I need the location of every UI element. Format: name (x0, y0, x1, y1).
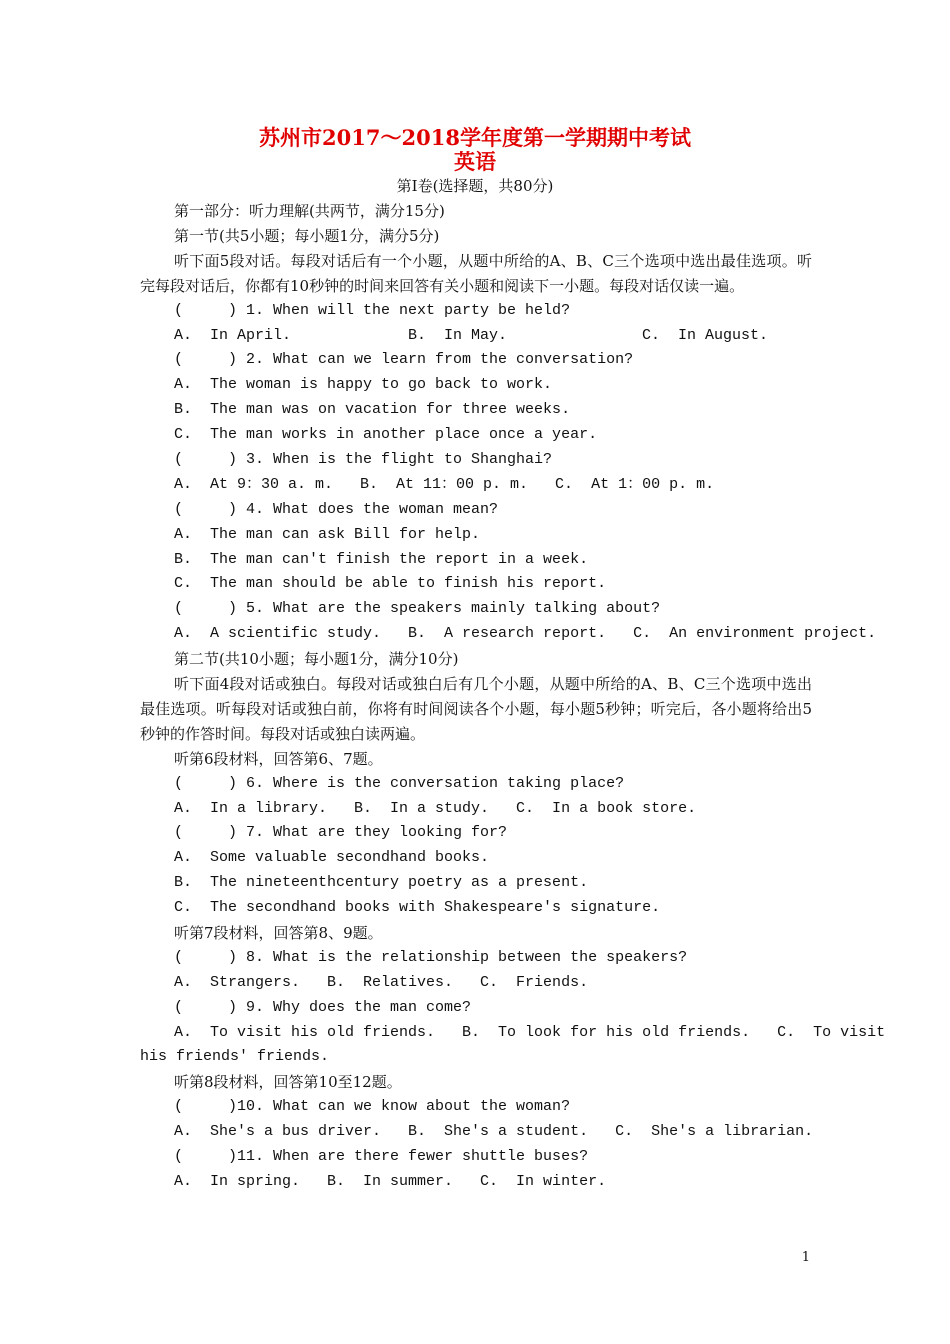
section1-instructions: 听下面5段对话。每段对话后有一个小题，从题中所给的A、B、C三个选项中选出最佳选项。听完每段对话后，你都有10秒钟的时间来回答有关小题和阅读下一小题。每段对话仅读一遍。 (140, 251, 812, 295)
option-c: C. The man works in another place once a year. (174, 426, 598, 444)
part1-heading: 第一部分：听力理解(共两节，满分15分) (174, 202, 445, 220)
question-4-stem: ( ) 4. What does the woman mean? (174, 500, 499, 518)
exam-subject: 英语 (454, 149, 496, 174)
question-3-stem: ( ) 3. When is the flight to Shanghai? (174, 450, 553, 468)
exam-title: 苏州市2017～2018学年度第一学期期中考试 (259, 125, 691, 150)
question-5-stem: ( ) 5. What are the speakers mainly talking about? (174, 600, 661, 618)
question-8-stem: ( ) 8. What is the relationship between the speakers? (174, 948, 688, 966)
section1-heading: 第一节(共5小题；每小题1分，满分5分) (174, 226, 440, 245)
section2-instructions: 听下面4段对话或独白。每段对话或独白后有几个小题，从题中所给的A、B、C三个选项中选出最佳选项。听每段对话或独白前，你将有时间阅读各个小题，每小题5秒钟；听完后，各小题将给出5秒钟的作答时间。每段对话或独白读两遍。 (140, 675, 812, 743)
option-c: C. The secondhand books with Shakespeare's signature. (174, 899, 661, 917)
option-b: B. The man can't finish the report in a week. (174, 550, 589, 568)
question-11-stem: ( )11. When are there fewer shuttle buses? (174, 1148, 589, 1166)
page-number: 1 (801, 1250, 810, 1265)
question-10-stem: ( )10. What can we know about the woman? (174, 1098, 571, 1116)
material-8-heading: 听第8段材料，回答第10至12题。 (174, 1073, 402, 1092)
option-a: A. The man can ask Bill for help. (174, 525, 481, 543)
question-9-options: A. To visit his old friends. B. To look for his old friends. C. To visit (174, 1023, 886, 1041)
option-c: C. The man should be able to finish his report. (174, 575, 607, 593)
question-6-options: A. In a library. B. In a study. C. In a book store. (174, 799, 697, 817)
question-2-stem: ( ) 2. What can we learn from the conversation? (174, 351, 634, 369)
question-8-options: A. Strangers. B. Relatives. C. Friends. (174, 973, 589, 991)
option-a: A. In April. (174, 326, 292, 344)
question-1-options (140, 324, 812, 349)
question-7-stem: ( ) 7. What are they looking for? (174, 824, 508, 842)
section2-heading: 第二节(共10小题；每小题1分，满分10分) (174, 650, 459, 669)
material-7-heading: 听第7段材料，回答第8、9题。 (174, 923, 383, 942)
option-a: A. The woman is happy to go back to work. (174, 376, 553, 394)
question-1-stem: ( ) 1. When will the next party be held? (174, 301, 571, 319)
question-5-options: A. A scientific study. B. A research report. C. An environment project. (174, 625, 877, 643)
option-a: A. Some valuable secondhand books. (174, 849, 490, 867)
option-b: B. The man was on vacation for three weeks. (174, 401, 571, 419)
option-b: B. The nineteenthcentury poetry as a present. (174, 874, 589, 892)
material-6-heading: 听第6段材料，回答第6、7题。 (174, 749, 383, 768)
question-3-options: A. At 9：30 a. m. B. At 11：00 p. m. C. At 1：00 p. m. (174, 475, 715, 493)
question-6-stem: ( ) 6. Where is the conversation taking place? (174, 774, 625, 792)
question-9-options-cont: his friends' friends. (140, 1048, 330, 1066)
option-c: C. In August. (642, 326, 769, 344)
volume-heading: 第Ⅰ卷(选择题，共80分) (396, 177, 554, 195)
question-11-options: A. In spring. B. In summer. C. In winter. (174, 1172, 607, 1190)
option-b: B. In May. (408, 326, 508, 344)
question-10-options: A. She's a bus driver. B. She's a student. C. She's a librarian. (174, 1123, 814, 1141)
exam-body (140, 199, 886, 1195)
question-9-stem: ( ) 9. Why does the man come? (174, 998, 472, 1016)
